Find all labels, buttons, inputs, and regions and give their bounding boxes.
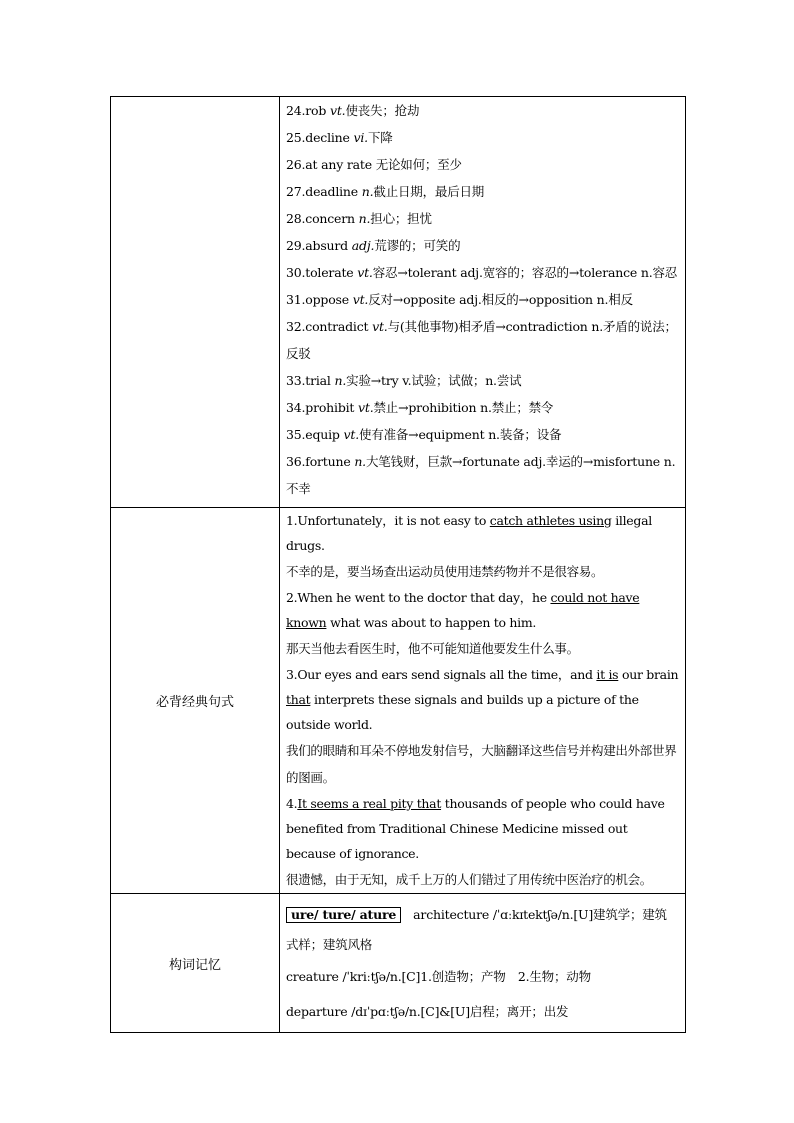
sentence-english: [286, 662, 679, 737]
wordbuild-entry-2: creature /ˈkriːtʃə/n.[C]1.创造物；产物 2.生物；动物: [286, 969, 591, 984]
word-entry: [286, 286, 679, 313]
sentence-text: 2.When he went to the doctor that day，he: [286, 590, 551, 605]
sentence-text: thousands of people who could have benefited from Traditional Chinese Medicine missed out because of ignorance.: [286, 796, 665, 861]
word-term: prohibit: [305, 400, 359, 415]
word-number: 35.: [286, 427, 306, 442]
word-entry: [286, 259, 679, 286]
sentence-chinese: 那天当他去看医生时，他不可能知道他要发生什么事。: [286, 641, 579, 656]
sentence-text: 4.: [286, 796, 298, 811]
word-entry: [286, 394, 679, 421]
word-list: [286, 97, 679, 502]
word-entry: [286, 178, 679, 205]
word-term: trial: [305, 373, 335, 388]
word-entry: [286, 97, 679, 124]
word-number: 26.: [286, 157, 306, 172]
word-part-of-speech: vt.: [343, 427, 359, 442]
sentence-key-structure: that: [286, 692, 311, 707]
word-entry: [286, 448, 679, 502]
word-part-of-speech: n.: [334, 373, 347, 388]
word-entry: [286, 367, 679, 394]
word-meaning: 与(其他事物)相矛盾→contradiction n.矛盾的说法；反驳: [286, 319, 677, 361]
word-term: rob: [305, 103, 330, 118]
words-row: [111, 97, 686, 508]
word-number: 30.: [286, 265, 306, 280]
word-part-of-speech: adj.: [351, 238, 375, 253]
word-part-of-speech: vt.: [329, 103, 346, 118]
sentence-text: our brain: [618, 667, 679, 682]
word-meaning: 大笔钱财，巨款→fortunate adj.幸运的→misfortune n.不幸: [286, 454, 676, 496]
sentence-list: [286, 508, 679, 893]
word-meaning: 使丧失；抢劫: [345, 103, 420, 118]
sentence-chinese: 很遗憾，由于无知，成千上万的人们错过了用传统中医治疗的机会。: [286, 872, 653, 887]
word-meaning: 担心；担忧: [370, 211, 432, 226]
sentence-chinese: 我们的眼睛和耳朵不停地发射信号，大脑翻译这些信号并构建出外部世界的图画。: [286, 743, 677, 785]
word-meaning: 使有准备→equipment n.装备；设备: [358, 427, 562, 442]
word-part-of-speech: n.: [358, 211, 371, 226]
wordbuild-entry-text: architecture /ˈɑːkɪtektʃə/n.[U]建筑学；建筑式样；建筑风格: [286, 907, 667, 952]
sentence-key-structure: It seems a real pity that: [297, 796, 442, 811]
wordbuild-row: [111, 894, 686, 1033]
sentence-text: illegal drugs.: [286, 513, 652, 553]
vocabulary-table: [110, 96, 686, 1033]
word-term: at any rate: [305, 157, 376, 172]
sentences-label: 必背经典句式: [111, 508, 280, 894]
word-entry: [286, 313, 679, 367]
word-entry: [286, 205, 679, 232]
sentences-content-cell: [280, 508, 686, 894]
word-number: 31.: [286, 292, 306, 307]
word-part-of-speech: vi.: [353, 130, 368, 145]
sentence-key-structure: it is: [596, 667, 619, 682]
wordbuild-label: 构词记忆: [111, 894, 280, 1033]
word-number: 36.: [286, 454, 306, 469]
word-part-of-speech: vt.: [372, 319, 388, 334]
sentence-english: [286, 585, 679, 635]
wordbuild-content-cell: [280, 894, 686, 1033]
wordbuild-entry-1: [286, 894, 679, 960]
word-number: 27.: [286, 184, 306, 199]
words-content-cell: [280, 97, 686, 508]
sentence-key-structure: catch athletes using: [489, 513, 612, 528]
sentence-text: interprets these signals and builds up a picture of the outside world.: [286, 692, 639, 732]
word-term: equip: [305, 427, 344, 442]
word-part-of-speech: vt.: [352, 292, 369, 307]
word-number: 28.: [286, 211, 306, 226]
word-meaning: 荒谬的；可笑的: [374, 238, 461, 253]
word-number: 25.: [286, 130, 306, 145]
word-number: 29.: [286, 238, 306, 253]
sentence-key-structure: could not have known: [286, 590, 640, 630]
sentence-text: what was about to happen to him.: [326, 615, 537, 630]
word-term: absurd: [305, 238, 352, 253]
word-part-of-speech: vt.: [357, 265, 373, 280]
word-meaning: 容忍→tolerant adj.宽容的；容忍的→tolerance n.容忍: [372, 265, 678, 280]
word-term: decline: [305, 130, 354, 145]
word-part-of-speech: n.: [354, 454, 366, 469]
word-meaning: 禁止→prohibition n.禁止；禁令: [373, 400, 554, 415]
word-meaning: 实验→try v.试验；试做；n.尝试: [346, 373, 522, 388]
word-term: oppose: [305, 292, 353, 307]
sentence-text: 3.Our eyes and ears send signals all the time，and: [286, 667, 597, 682]
sentence-chinese: 不幸的是，要当场查出运动员使用违禁药物并不是很容易。: [286, 564, 604, 579]
word-entry: [286, 232, 679, 259]
word-term: contradict: [305, 319, 373, 334]
word-part-of-speech: vt.: [358, 400, 374, 415]
word-term: concern: [305, 211, 359, 226]
word-number: 32.: [286, 319, 306, 334]
sentence-text: 1.Unfortunately，it is not easy to: [286, 513, 490, 528]
word-term: fortune: [305, 454, 355, 469]
sentence-english: [286, 508, 679, 558]
word-meaning: 下降: [367, 130, 393, 145]
words-label-cell: [111, 97, 280, 508]
word-number: 34.: [286, 400, 306, 415]
word-part-of-speech: n.: [361, 184, 374, 199]
word-meaning: 无论如何；至少: [375, 157, 462, 172]
word-number: 33.: [286, 373, 306, 388]
word-term: deadline: [305, 184, 362, 199]
sentences-row: [111, 508, 686, 894]
word-number: 24.: [286, 103, 306, 118]
word-entry: [286, 151, 679, 178]
word-meaning: 截止日期，最后日期: [373, 184, 485, 199]
word-meaning: 反对→opposite adj.相反的→opposition n.相反: [368, 292, 633, 307]
word-term: tolerate: [305, 265, 358, 280]
wordbuild-entry-3: departure /dɪˈpɑːtʃə/n.[C]&[U]启程；离开；出发: [286, 1004, 569, 1019]
suffix-box: ure/ ture/ ature: [286, 907, 401, 923]
word-entry: [286, 421, 679, 448]
word-entry: [286, 124, 679, 151]
sentence-english: [286, 791, 679, 866]
